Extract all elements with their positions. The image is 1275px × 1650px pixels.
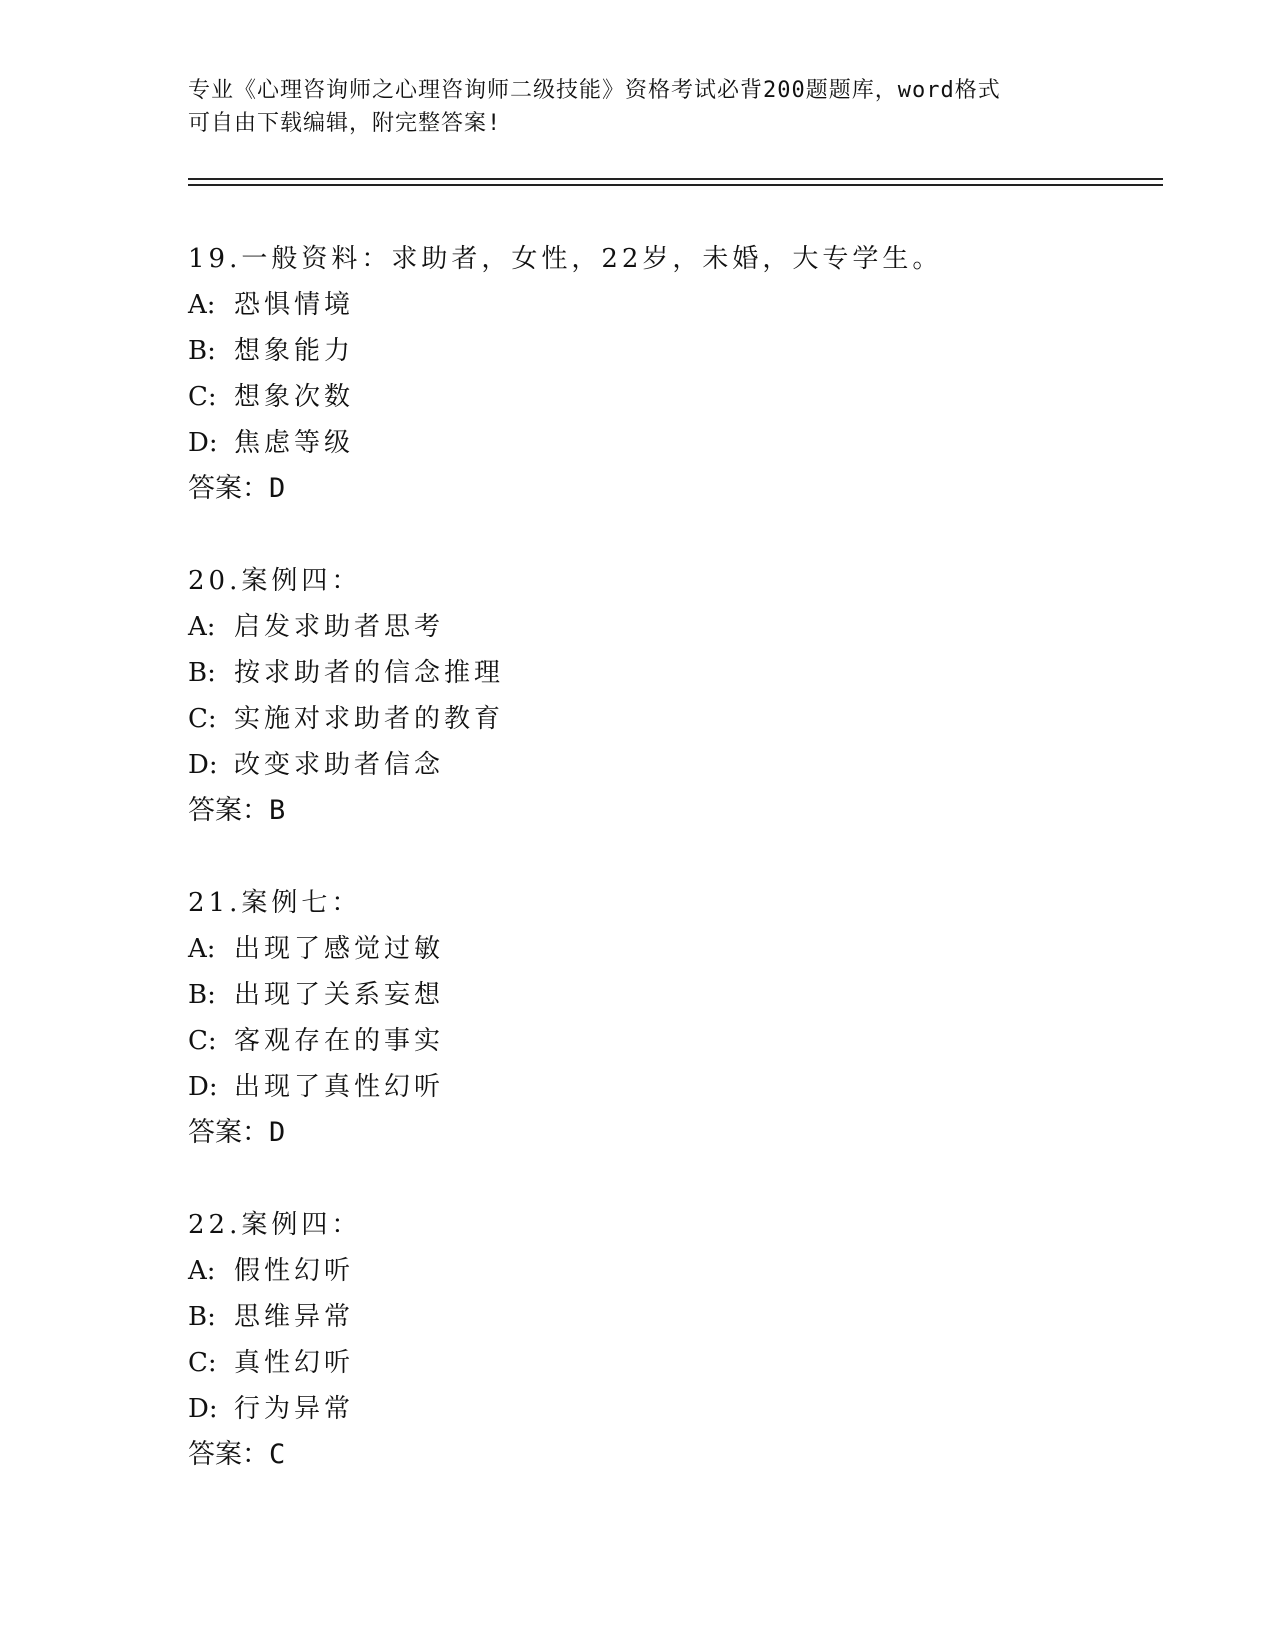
option-text: 客观存在的事实: [234, 1026, 445, 1056]
question-22: [188, 1202, 1148, 1478]
option-key: A:: [188, 612, 216, 642]
header-divider-bottom: [188, 184, 1163, 186]
option-b: [188, 972, 1148, 1018]
option-key: B:: [188, 336, 216, 366]
option-text: 恐惧情境: [234, 290, 355, 320]
option-b: [188, 1294, 1148, 1340]
question-list: [188, 236, 1148, 1524]
option-key: A:: [188, 934, 216, 964]
document-header: [188, 74, 1088, 140]
option-key: A:: [188, 290, 216, 320]
option-key: D:: [188, 1394, 218, 1424]
answer-line: 答案：B: [188, 795, 286, 826]
option-key: C:: [188, 704, 217, 734]
question-20: [188, 558, 1148, 834]
option-text: 思维异常: [234, 1302, 355, 1332]
answer-line: 答案：C: [188, 1439, 286, 1470]
option-d: [188, 420, 1148, 466]
option-text: 真性幻听: [234, 1348, 355, 1378]
option-key: C:: [188, 1348, 217, 1378]
header-line-1: 专业《心理咨询师之心理咨询师二级技能》资格考试必背200题题库，word格式: [188, 78, 1001, 103]
option-text: 想象次数: [234, 382, 355, 412]
option-text: 出现了感觉过敏: [234, 934, 445, 964]
option-c: [188, 1340, 1148, 1386]
header-divider-top: [188, 178, 1163, 180]
option-c: [188, 374, 1148, 420]
option-text: 按求助者的信念推理: [234, 658, 505, 688]
question-title: 19.一般资料：求助者，女性，22岁，未婚，大专学生。: [188, 244, 943, 274]
option-text: 改变求助者信念: [234, 750, 445, 780]
option-d: [188, 1064, 1148, 1110]
option-text: 出现了真性幻听: [234, 1072, 445, 1102]
option-key: B:: [188, 658, 216, 688]
question-21: [188, 880, 1148, 1156]
option-d: [188, 742, 1148, 788]
question-title: 22.案例四：: [188, 1210, 362, 1240]
option-c: [188, 696, 1148, 742]
option-key: D:: [188, 428, 218, 458]
option-key: A:: [188, 1256, 216, 1286]
answer-line: 答案：D: [188, 473, 286, 504]
option-text: 出现了关系妄想: [234, 980, 445, 1010]
option-a: [188, 1248, 1148, 1294]
question-title: 20.案例四：: [188, 566, 362, 596]
option-a: [188, 604, 1148, 650]
option-d: [188, 1386, 1148, 1432]
option-key: C:: [188, 1026, 217, 1056]
option-a: [188, 926, 1148, 972]
question-title: 21.案例七：: [188, 888, 362, 918]
option-text: 想象能力: [234, 336, 355, 366]
option-b: [188, 650, 1148, 696]
answer-line: 答案：D: [188, 1117, 286, 1148]
option-text: 行为异常: [234, 1394, 355, 1424]
option-text: 假性幻听: [234, 1256, 355, 1286]
option-b: [188, 328, 1148, 374]
question-19: [188, 236, 1148, 512]
option-c: [188, 1018, 1148, 1064]
option-text: 焦虑等级: [234, 428, 355, 458]
option-key: C:: [188, 382, 217, 412]
option-key: B:: [188, 980, 216, 1010]
option-key: D:: [188, 1072, 218, 1102]
option-a: [188, 282, 1148, 328]
option-key: D:: [188, 750, 218, 780]
option-text: 启发求助者思考: [234, 612, 445, 642]
option-text: 实施对求助者的教育: [234, 704, 505, 734]
header-line-2: 可自由下载编辑，附完整答案!: [188, 111, 502, 136]
option-key: B:: [188, 1302, 216, 1332]
